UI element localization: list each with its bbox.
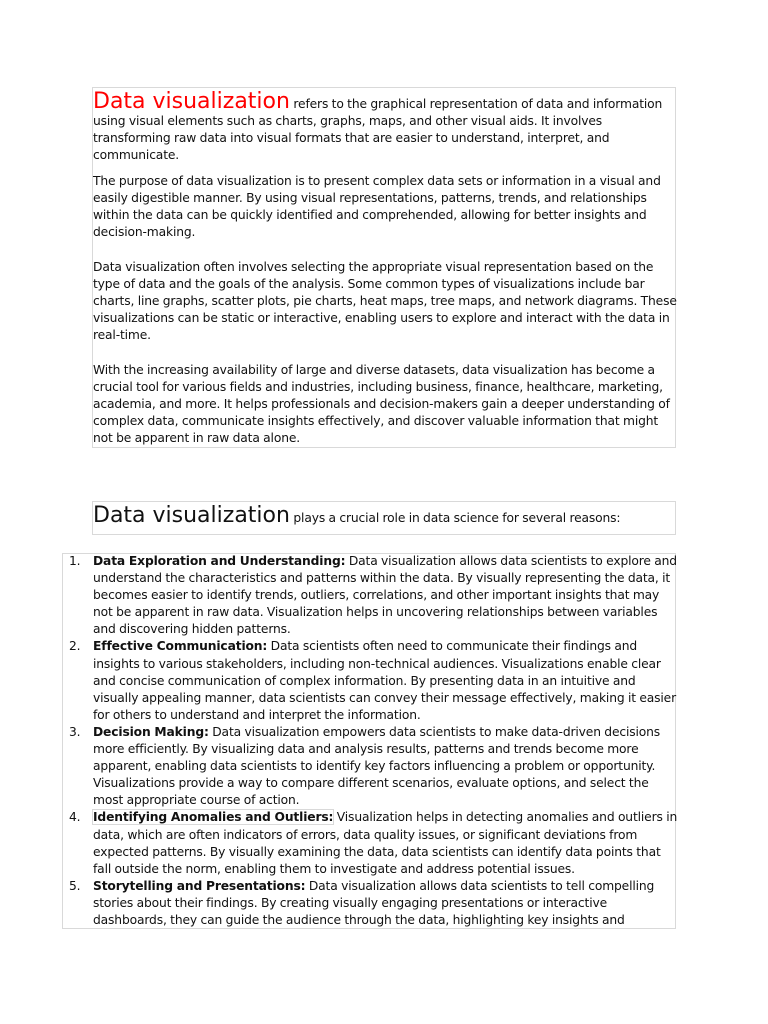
intro-heading: Data visualization bbox=[93, 89, 290, 114]
intro-paragraph-1-text: refers to the graphical representation of data and information using visual elements such as charts, graphs, maps, and other visual aids. It involves transforming raw data into visual formats that are easier to understand, interpret, and communicate. bbox=[93, 97, 663, 163]
list-item-number: 1. bbox=[69, 554, 81, 568]
reasons-list bbox=[0, 553, 680, 929]
list-item-number: 2. bbox=[69, 639, 81, 654]
intro-paragraph-3 bbox=[93, 259, 678, 344]
list-item-number: 3. bbox=[69, 724, 81, 739]
intro-paragraph-2-text: The purpose of data visualization is to present complex data sets or information in a visual and easily digestible manner. By using visual representations, patterns, trends, and relationships within the data can be quickly identified and comprehended, allowing for better insights and decision-making. bbox=[93, 174, 661, 240]
intro-paragraph-1 bbox=[93, 91, 678, 164]
reasons-heading-line bbox=[93, 505, 678, 527]
list-item-text: Data scientists often need to communicate their findings and insights to various stakeholders, including non-technical audiences. Visualizations enable clear and concise communication of complex information. By presenting data in an intuitive and visually appealing manner, data scientists can convey their message effectively, making it easier for others to understand and interpret the information. bbox=[93, 639, 676, 722]
list-item-title: Storytelling and Presentations: bbox=[93, 878, 306, 893]
list-item-title: Data Exploration and Understanding: bbox=[93, 554, 346, 568]
list-item-text: Data visualization empowers data scientists to make data-driven decisions more efficiently. By visualizing data and analysis results, patterns and trends become more apparent, enabling data scientists to identify key factors influencing a problem or opportunity. Visualizations provide a way to compare different scenarios, evaluate options, and select the most appropriate course of action. bbox=[93, 724, 661, 808]
intro-paragraph-2 bbox=[93, 173, 678, 241]
list-item-title: Decision Making: bbox=[93, 724, 209, 739]
list-item-text: Visualization helps in detecting anomalies and outliers in data, which are often indicators of errors, data quality issues, or significant deviations from expected patterns. By visually examining the data, data scientists can identify data points that fall outside the norm, enabling them to investigate and address potential issues. bbox=[93, 810, 678, 876]
intro-paragraph-4 bbox=[93, 362, 678, 447]
intro-paragraph-4-text: With the increasing availability of large and diverse datasets, data visualization has become a crucial tool for various fields and industries, including business, finance, healthcare, marketing, academia, and more. It helps professionals and decision-makers gain a deeper understanding of complex data, communicate insights effectively, and discover valuable information that might not be apparent in raw data alone. bbox=[93, 363, 670, 446]
list-item bbox=[0, 638, 680, 723]
reasons-heading: Data visualization bbox=[93, 503, 290, 528]
list-item-text: Data visualization allows data scientists to explore and understand the characteristics and patterns within the data. By visually representing the data, it becomes easier to identify trends, outliers, correlations, and other important insights that may not be apparent in raw data. Visualization helps in uncovering relationships between variables and discovering hidden patterns. bbox=[93, 554, 677, 637]
intro-paragraph-3-text: Data visualization often involves selecting the appropriate visual representation based on the type of data and the goals of the analysis. Some common types of visualizations include bar charts, line graphs, scatter plots, pie charts, heat maps, tree maps, and network diagrams. These visualizations can be static or interactive, enabling users to explore and interact with the data in real-time. bbox=[93, 260, 677, 343]
list-item bbox=[0, 878, 680, 929]
list-item-number: 5. bbox=[69, 878, 81, 893]
list-item bbox=[0, 553, 680, 638]
reasons-heading-text: plays a crucial role in data science for several reasons: bbox=[289, 511, 621, 525]
list-item-title: Effective Communication: bbox=[93, 639, 268, 654]
list-item bbox=[0, 809, 680, 877]
list-item-number: 4. bbox=[69, 810, 81, 825]
list-item-title: Identifying Anomalies and Outliers: bbox=[93, 810, 334, 825]
list-item bbox=[0, 724, 680, 809]
list-item-text: Data visualization allows data scientists to tell compelling stories about their findings. By creating visually engaging presentations or interactive dashboards, they can guide the audience through the data, highlighting key insights and bbox=[93, 878, 655, 927]
